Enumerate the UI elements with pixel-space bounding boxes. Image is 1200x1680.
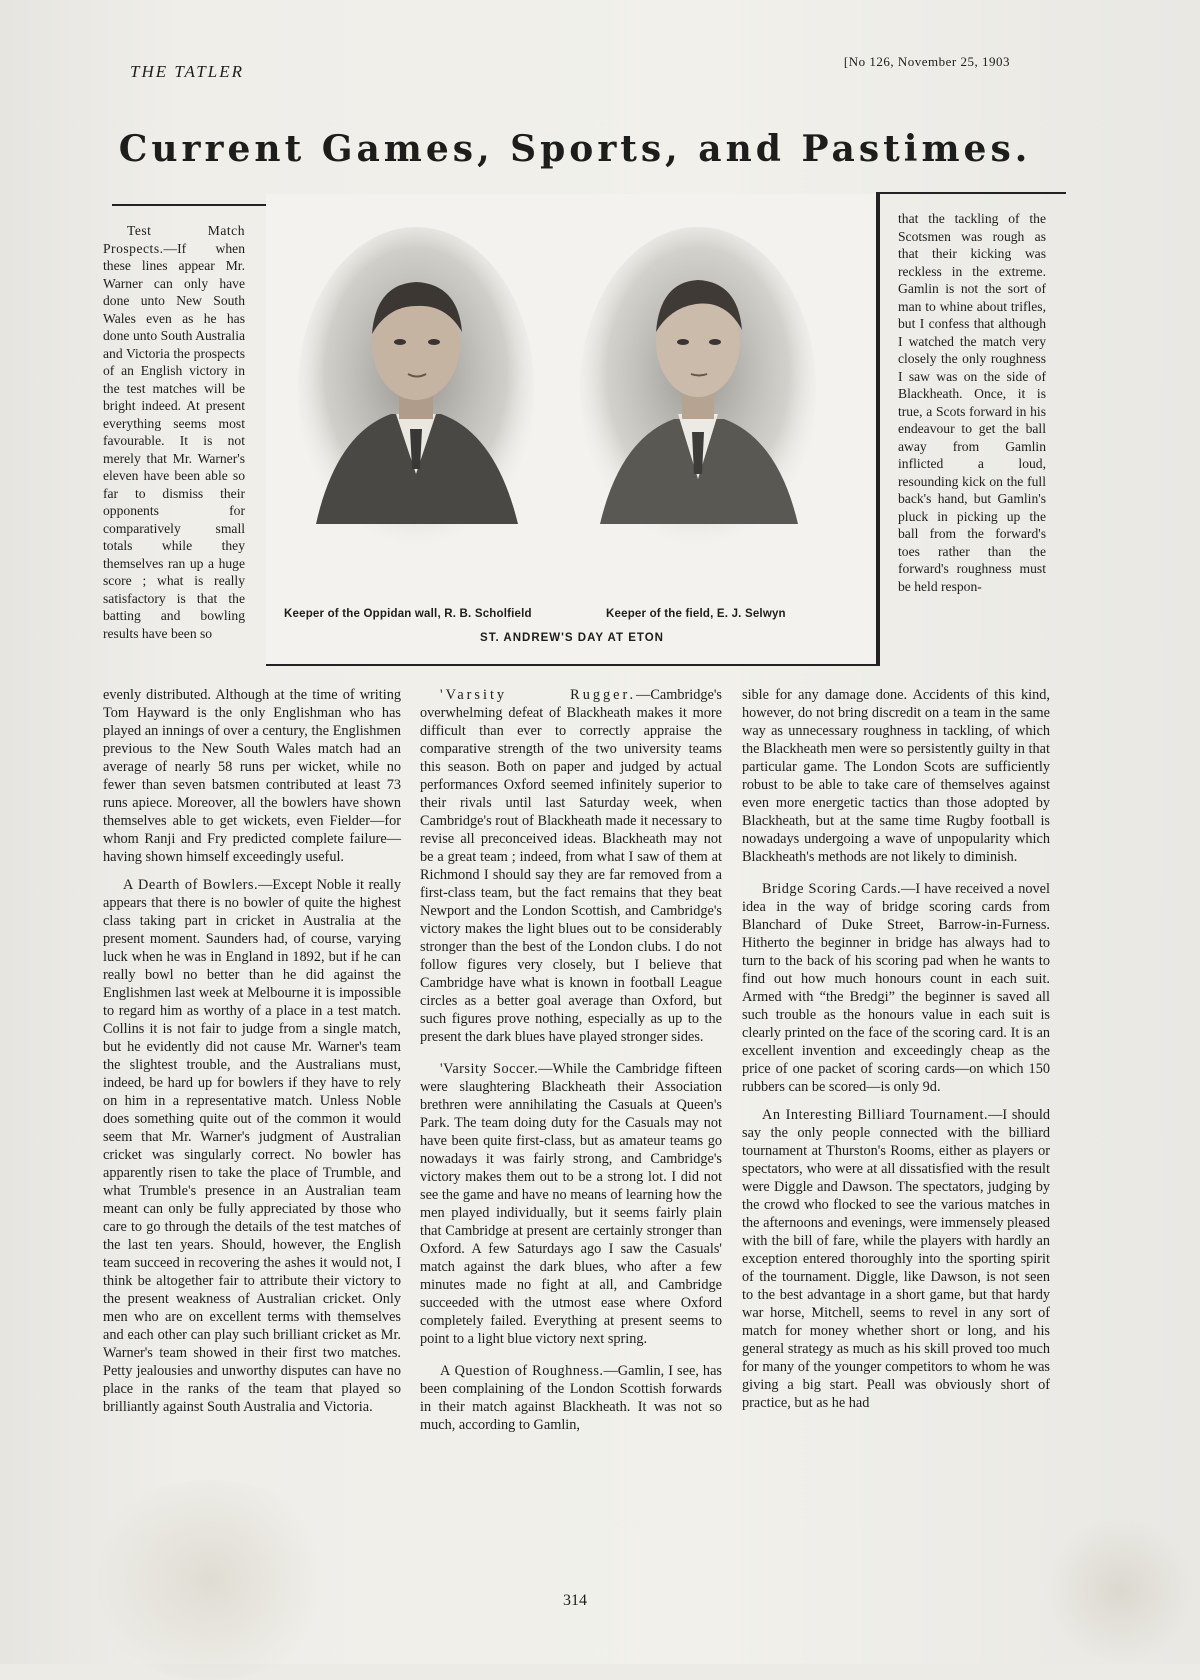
paper-stain <box>1040 1520 1200 1660</box>
text-billiard: —I should say the only people connected with the billiard tournament at Thurston's Rooms, either as players or spectators, who were at all dissatisfied with the result were Diggle and Dawson. The spectators, judging by the crowd who flocked to see the various matches in the afternoons and evenings, were immensely pleased with the bill of fare, while the players with hardly an exception entered thoroughly into the sporting spirit of the tournament. Diggle, like Dawson, is not seen to the best advantage in a short game, but that hardy war horse, Mitchell, seems to revel in any sort of match for money whether short or long, and his general strategy as much as his skill proved too much for many of the younger competitors to whom he was giving a big start. Peall was obviously short of practice, but as he had <box>742 1107 1050 1411</box>
text-dearth-bowlers: —Except Noble it really appears that there is no bowler of quite the highest class taking part in cricket in Australia at the present moment. Saunders had, of course, varying luck when he was in England in 1892, but if he can really bowl no better than he did against the Englishmen last week at Melbourne it is impossible to regard him as worthy of a place in a test match. Collins it is not fair to judge from a single match, but he evidently did not cause Mr. Warner's team the slightest trouble, and the Australians must, indeed, be hard up for bowlers if they have to rely on him in a representative match. Unless Noble does something quite out of the common it would seem that Mr. Warner's judgment of Australian cricket was singularly correct. No bowler has apparently risen to take the place of Trumble, and what Trumble's presence in an Australian team meant can only be fully appreciated by those who care to go through the details of the test matches of the last ten years. Should, however, the English team succeed in recovering the ashes it would not, I think be altogether fair to attribute their victory to the present weakness of Australian cricket. Only men who are on excellent terms with themselves and each other can play such brilliant cricket as Mr. Warner's team showed in their first two matches. Petty jealousies and unworthy disputes can have no place in the ranks of the team that played so brilliantly against South Australia and Victoria. <box>103 877 401 1415</box>
heading-varsity-rugger: 'Varsity Rugger. <box>440 687 637 703</box>
heading-billiard: An Interesting Billiard Tournament. <box>762 1107 989 1123</box>
text-roughness-cont-b: sible for any damage done. Accidents of this kind, however, do not bring discredit on a team in the same way as unnecessary roughness in tackling, of which the Blackheath men were so persistently guilty in that particular game. The London Scots are sufficiently robust to be able to take care of themselves against even more energetic tactics than those adopted by Blackheath, but at the same time Rugby football is nowadays undergoing a wave of unpopularity which Blackheath's methods are not likely to diminish. <box>742 687 1050 865</box>
portrait-selwyn <box>578 224 818 554</box>
issue-line: [No 126, November 25, 1903 <box>843 54 1010 69</box>
page-title: Current Games, Sports, and Pastimes. <box>118 128 1032 170</box>
heading-dearth-bowlers: A Dearth of Bowlers. <box>123 877 259 893</box>
text-bridge-cards: —I have received a novel idea in the way of bridge scoring cards from Blanchard of Duke Street, Barrow-in-Furness. Hitherto the beginner in bridge has always had to turn to the back of his scoring pad when he wants to find out how much honours count in each suit. Armed with “the Bredgi” the beginner is saved all such trouble as the honours value in each suit is clearly printed on the face of the scoring card. It is an excellent invention and exceedingly cheap as the price of one packet of scoring cards—on which 150 rubbers can be scored—is only 9d. <box>742 881 1050 1095</box>
column-1-narrow <box>103 222 245 652</box>
paper-stain <box>80 1480 340 1680</box>
photo-panel <box>266 194 880 666</box>
frame-rule-top-right <box>876 192 1066 194</box>
caption-joint: ST. ANDREW'S DAY AT ETON <box>480 632 664 644</box>
heading-varsity-soccer: 'Varsity Soccer. <box>440 1061 539 1077</box>
column-3-narrow <box>898 210 1046 605</box>
text-varsity-soccer: —While the Cambridge fifteen were slaughtering Blackheath their Association brethren were annihilating the Casuals at Queen's Park. The team doing duty for the Casuals may not have been quite first-class, but as amateur teams go nowadays it was fairly strong, and Cambridge's victory makes them out to be a strong lot. I did not see the game and have no means of learning how the men played individually, but it seems fairly plain that Cambridge at present are certainly stronger than Oxford. A few Saturdays ago I saw the Casuals' match against the dark blues, who after a few minutes made no fight at all, and Cambridge succeeded with the utmost ease where Oxford completely failed. Everything at present seems to point to a light blue victory next spring. <box>420 1061 722 1347</box>
portrait-scholfield <box>296 224 536 554</box>
frame-rule-right <box>876 192 878 664</box>
heading-roughness: A Question of Roughness. <box>440 1363 604 1379</box>
column-1 <box>103 686 401 1426</box>
portrait-selwyn-image <box>578 224 818 554</box>
caption-right: Keeper of the field, E. J. Selwyn <box>606 608 786 620</box>
text-roughness: —Gamlin, I see, has been complaining of the London Scottish forwards in their match against Blackheath. It was not so much, according to Gamlin, <box>420 1363 722 1433</box>
page-number: 314 <box>563 1592 587 1609</box>
heading-bridge-cards: Bridge Scoring Cards. <box>762 881 902 897</box>
text-roughness-cont-a: that the tackling of the Scotsmen was rough as that their kicking was reckless in the extreme. Gamlin is not the sort of man to whine about trifles, but I confess that although I watched the match very closely the only roughness I saw was on the side of Blackheath. Once, it is true, a Scots forward in his endeavour to get the ball away from Gamlin inflicted a loud, resounding kick on the full back's hand, but Gamlin's pluck in picking up the ball from the forward's toes rather than the forward's roughness must be held respon- <box>898 211 1046 594</box>
caption-left: Keeper of the Oppidan wall, R. B. Scholfield <box>284 608 532 620</box>
column-2 <box>420 686 722 1444</box>
frame-rule-top-left <box>112 204 268 206</box>
text-varsity-rugger: —Cambridge's overwhelming defeat of Blackheath makes it more difficult than ever to correctly appraise the comparative strength of the two university teams this season. Both on paper and judged by actual performances Oxford seemed infinitely superior to their rivals until last Saturday week, when Cambridge's rout of Blackheath made it necessary to revise all preconceived ideas. Blackheath may not be a great team ; indeed, from what I saw of them at Richmond I should say they are far removed from a first-class team, but the fact remains that they beat Newport and the London Scottish, and Cambridge's victory makes the light blues out to be considerably stronger than the best of the London clubs. I do not follow figures very closely, but I believe that Cambridge have what is known in football League circles as a better goal average than Oxford, but such figures prove nothing, especially as up to the present the dark blues have played stronger sides. <box>420 687 722 1045</box>
column-3 <box>742 686 1050 1422</box>
heading-test-match: Test Match Prospects. <box>103 223 245 256</box>
publication-name: THE TATLER <box>130 62 244 81</box>
portrait-scholfield-image <box>296 224 536 554</box>
text-test-match-b: evenly distributed. Although at the time of writing Tom Hayward is the only Englishman who has played an innings of over a century, the Englishmen previous to the New South Wales match had an average of nearly 58 runs per wicket, while no fewer than seven batsmen contributed at least 73 runs apiece. Moreover, all the bowlers have shown themselves able to get wickets, even Fielder—for whom Ranji and Fry predicted complete failure—having shown himself exceedingly useful. <box>103 687 401 865</box>
text-test-match-a: —If when these lines appear Mr. Warner can only have done unto New South Wales even as he has done unto South Australia and Victoria the prospects of an English victory in the test matches will be bright indeed. At present everything seems most favourable. It is not merely that Mr. Warner's eleven have been able so far to dismiss their opponents for comparatively small totals while they themselves ran up a huge score ; what is really satisfactory is that the batting and bowling results have been so <box>103 240 245 641</box>
